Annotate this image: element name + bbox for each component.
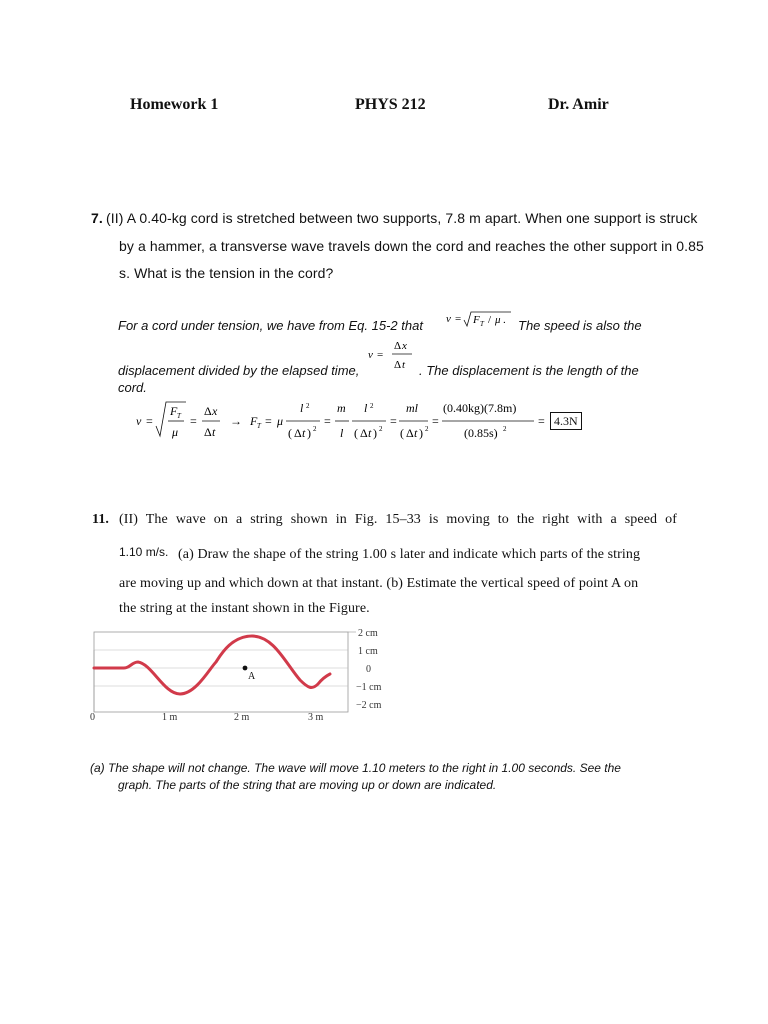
wave-curve	[94, 636, 330, 694]
problem-11-line-3: are moving up and which down at that instant. (b) Estimate the vertical speed of point A on	[119, 576, 639, 591]
svg-text:=: =	[324, 414, 331, 428]
svg-text:(: (	[400, 426, 404, 440]
svg-text:T: T	[480, 320, 484, 328]
point-a-marker	[243, 666, 248, 671]
tension-derivation-equation	[134, 396, 584, 451]
wave-speed-formula	[446, 308, 516, 337]
y-tick-minus-2cm: −2 cm	[356, 700, 382, 711]
svg-text:x: x	[212, 404, 218, 418]
svg-text:t: t	[368, 426, 372, 440]
svg-text:F: F	[250, 414, 258, 428]
svg-text:l: l	[340, 426, 344, 440]
svg-text:2: 2	[425, 425, 429, 433]
svg-text:t: t	[414, 426, 418, 440]
svg-text:2: 2	[379, 425, 383, 433]
svg-text:l: l	[364, 401, 368, 415]
svg-text:(0.85s): (0.85s)	[464, 426, 498, 440]
svg-text:v: v	[446, 313, 451, 325]
problem-7-line-3: s. What is the tension in the cord?	[119, 265, 334, 281]
svg-text:ml: ml	[406, 401, 418, 415]
svg-text:Δ: Δ	[394, 359, 402, 371]
x-tick-1m: 1 m	[162, 712, 178, 723]
header-course-homework: Homework 1	[130, 96, 219, 113]
svg-text:=: =	[432, 414, 439, 428]
solution-7-text-2b: . The displacement is the length of the	[419, 363, 639, 378]
svg-text:.: .	[503, 314, 506, 326]
svg-text:x: x	[402, 340, 407, 352]
svg-text:): )	[419, 426, 423, 440]
header-instructor: Dr. Amir	[548, 96, 609, 113]
solution-11-line-2: graph. The parts of the string that are moving up or down are indicated.	[118, 778, 497, 792]
problem-7-line-2: by a hammer, a transverse wave travels down the cord and reaches the other support in 0.85	[119, 238, 704, 254]
svg-text:2: 2	[306, 402, 310, 410]
svg-text:2: 2	[313, 425, 317, 433]
solution-7-text-1a: For a cord under tension, we have from Eq. 15-2 that	[118, 318, 423, 333]
svg-text:=: =	[190, 414, 197, 428]
solution-7-text-2a: displacement divided by the elapsed time,	[118, 363, 360, 378]
svg-text:Δ: Δ	[204, 404, 212, 418]
wave-figure	[86, 624, 406, 729]
svg-text:2: 2	[503, 425, 507, 433]
svg-text:μ: μ	[495, 314, 501, 326]
svg-text:v: v	[368, 349, 373, 361]
svg-text:F: F	[170, 404, 178, 418]
header-course-code: PHYS 212	[355, 96, 426, 113]
solution-7-text-3: cord.	[118, 380, 147, 395]
svg-text:=: =	[538, 414, 545, 428]
solution-11-line-1: (a) The shape will not change. The wave will move 1.10 meters to the right in 1.00 seconds. See the	[90, 761, 621, 775]
problem-7-number: 7.	[91, 210, 103, 226]
problem-7-line-1: (II) A 0.40-kg cord is stretched between two supports, 7.8 m apart. When one support is struck	[106, 210, 698, 226]
problem-11-speed: 1.10 m/s.	[119, 545, 169, 559]
x-tick-0: 0	[90, 712, 95, 723]
svg-text:Δ: Δ	[294, 426, 302, 440]
x-tick-2m: 2 m	[234, 712, 250, 723]
x-tick-3m: 3 m	[308, 712, 324, 723]
svg-text:t: t	[212, 425, 216, 439]
svg-text:=: =	[146, 414, 153, 428]
svg-text:T: T	[177, 412, 181, 420]
point-a-label: A	[248, 671, 256, 682]
svg-text:T: T	[257, 422, 261, 430]
svg-text:μ: μ	[277, 414, 284, 428]
svg-text:t: t	[302, 426, 306, 440]
svg-text:Δ: Δ	[394, 340, 402, 352]
problem-11-line-1: (II) The wave on a string shown in Fig. 15–33 is moving to the right with a speed of	[119, 512, 677, 527]
problem-11-line-4: the string at the instant shown in the Figure.	[119, 601, 370, 616]
svg-text:2: 2	[370, 402, 374, 410]
svg-text:): )	[307, 426, 311, 440]
y-tick-0: 0	[366, 664, 371, 675]
svg-text:v: v	[136, 414, 142, 428]
svg-text:m: m	[337, 401, 346, 415]
solution-7-text-1b: The speed is also the	[518, 318, 642, 333]
answer-box: 4.3N	[550, 412, 582, 430]
svg-text:l: l	[300, 401, 304, 415]
svg-text:(: (	[354, 426, 358, 440]
svg-text:(0.40kg)(7.8m): (0.40kg)(7.8m)	[443, 401, 517, 415]
svg-text:Δ: Δ	[406, 426, 414, 440]
svg-text:Δ: Δ	[360, 426, 368, 440]
svg-text:=: =	[377, 349, 384, 361]
svg-text:F: F	[473, 314, 480, 326]
y-tick-1cm: 1 cm	[358, 646, 378, 657]
figure-frame	[94, 632, 348, 712]
svg-text:(: (	[288, 426, 292, 440]
y-tick-minus-1cm: −1 cm	[356, 682, 382, 693]
svg-text:→: →	[230, 414, 242, 428]
svg-text:t: t	[402, 359, 406, 371]
svg-text:/: /	[488, 314, 492, 326]
problem-11-line-2: (a) Draw the shape of the string 1.00 s later and indicate which parts of the string	[178, 547, 641, 562]
speed-displacement-formula	[368, 334, 418, 379]
svg-text:=: =	[455, 313, 462, 325]
svg-text:μ: μ	[172, 425, 179, 439]
svg-text:=: =	[265, 414, 272, 428]
problem-11-number: 11.	[92, 512, 110, 527]
svg-text:): )	[373, 426, 377, 440]
svg-text:Δ: Δ	[204, 425, 212, 439]
svg-text:=: =	[390, 414, 397, 428]
y-tick-2cm: 2 cm	[358, 628, 378, 639]
